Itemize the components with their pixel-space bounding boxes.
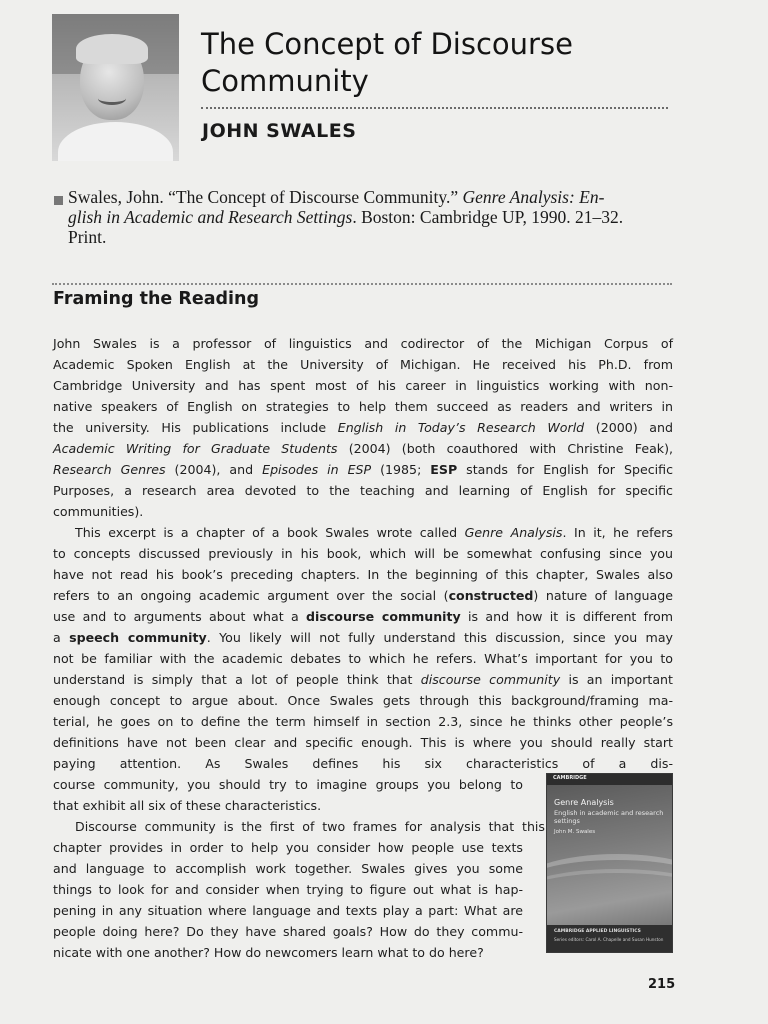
book-subtitle: English in academic and research settings [554,809,664,825]
text-line: Purposes, a research area devoted to the teaching and learning of English for specific [53,483,673,498]
text-line: Academic Writing for Graduate Students (2004) (both coauthored with Christine Feak), [53,441,674,456]
title-line-2: Community [201,64,369,98]
title-divider [201,107,668,109]
text-line: and language to accomplish work together. Swales gives you some [53,861,523,876]
text-line: Discourse community is the first of two frames for analysis that this [75,819,545,834]
book-author: John M. Swales [554,829,596,835]
text-line: communities). [53,504,144,519]
text-line: understand is simply that a lot of people think that discourse community is an important [53,672,673,687]
text-line: things to look for and consider when trying to figure out what is hap- [53,882,523,897]
text-line: refers to an ongoing academic argument over the social (constructed) nature of language [53,588,673,603]
text-line: terial, he goes on to define the term himself in section 2.3, since he thinks other people’s [53,714,673,729]
text-line: use and to arguments about what a discourse community is and how it is different from [53,609,673,624]
author-name: JOHN SWALES [202,120,357,142]
text-line: have not read his book’s preceding chapters. In the beginning of this chapter, Swales also [53,567,673,582]
text-line: paying attention. As Swales defines his six characteristics of a dis- [53,756,673,771]
text-line: definitions have not been clear and specific enough. This is where you should really start [53,735,673,750]
text-line: to concepts discussed previously in his book, which will be somewhat confusing since you [53,546,673,561]
book-title: Genre Analysis [554,798,614,807]
text-line: people doing here? Do they have shared goals? How do they commu- [53,924,523,939]
text-line: Research Genres (2004), and Episodes in ESP (1985; ESP stands for English for Specific [53,462,673,477]
book-series: CAMBRIDGE APPLIED LINGUISTICS [554,929,641,934]
citation [68,187,675,247]
square-bullet-icon [54,196,63,205]
text-line: This excerpt is a chapter of a book Swales wrote called Genre Analysis. In it, he refers [75,525,673,540]
citation-publication: . Boston: Cambridge UP, 1990. 21–32. [352,207,624,227]
author-photo [52,14,179,161]
book-cover-image [546,773,673,953]
text-line: that exhibit all six of these characteristics. [53,798,322,813]
book-editors: Series editors: Carol A. Chapelle and Susan Hunston [554,937,664,942]
page-number: 215 [648,977,676,992]
chapter-title [201,26,681,100]
book-publisher: CAMBRIDGE [553,775,587,781]
text-line: John Swales is a professor of linguistics and codirector of the Michigan Corpus of [53,336,673,351]
citation-medium: Print. [68,227,107,247]
text-line: native speakers of English on strategies to help them succeed as readers and writers in [53,399,673,414]
text-line: nicate with one another? How do newcomers learn what to do here? [53,945,484,960]
section-heading: Framing the Reading [53,289,260,309]
text-line: Academic Spoken English at the University of Michigan. He received his Ph.D. from [53,357,673,372]
citation-source-title-cont: glish in Academic and Research Settings [68,207,353,227]
text-line: the university. His publications include English in Today’s Research World (2000) and [53,420,673,435]
citation-text: Swales, John. “The Concept of Discourse Community.” [68,187,463,207]
text-line: Cambridge University and has spent most of his career in linguistics working with non- [53,378,673,393]
text-line: a speech community. You likely will not fully understand this discussion, since you may [53,630,673,645]
citation-source-title: Genre Analysis: En- [462,187,605,207]
text-line: enough concept to argue about. Once Swales gets through this background/framing ma- [53,693,673,708]
section-divider [52,283,672,285]
text-line: chapter provides in order to help you consider how people use texts [53,840,523,855]
text-line: not be familiar with the academic debates to which he refers. What’s important for you to [53,651,673,666]
title-line-1: The Concept of Discourse [201,27,573,61]
text-line: pening in any situation where language and texts play a part: What are [53,903,523,918]
text-line: course community, you should try to imagine groups you belong to [53,777,523,792]
